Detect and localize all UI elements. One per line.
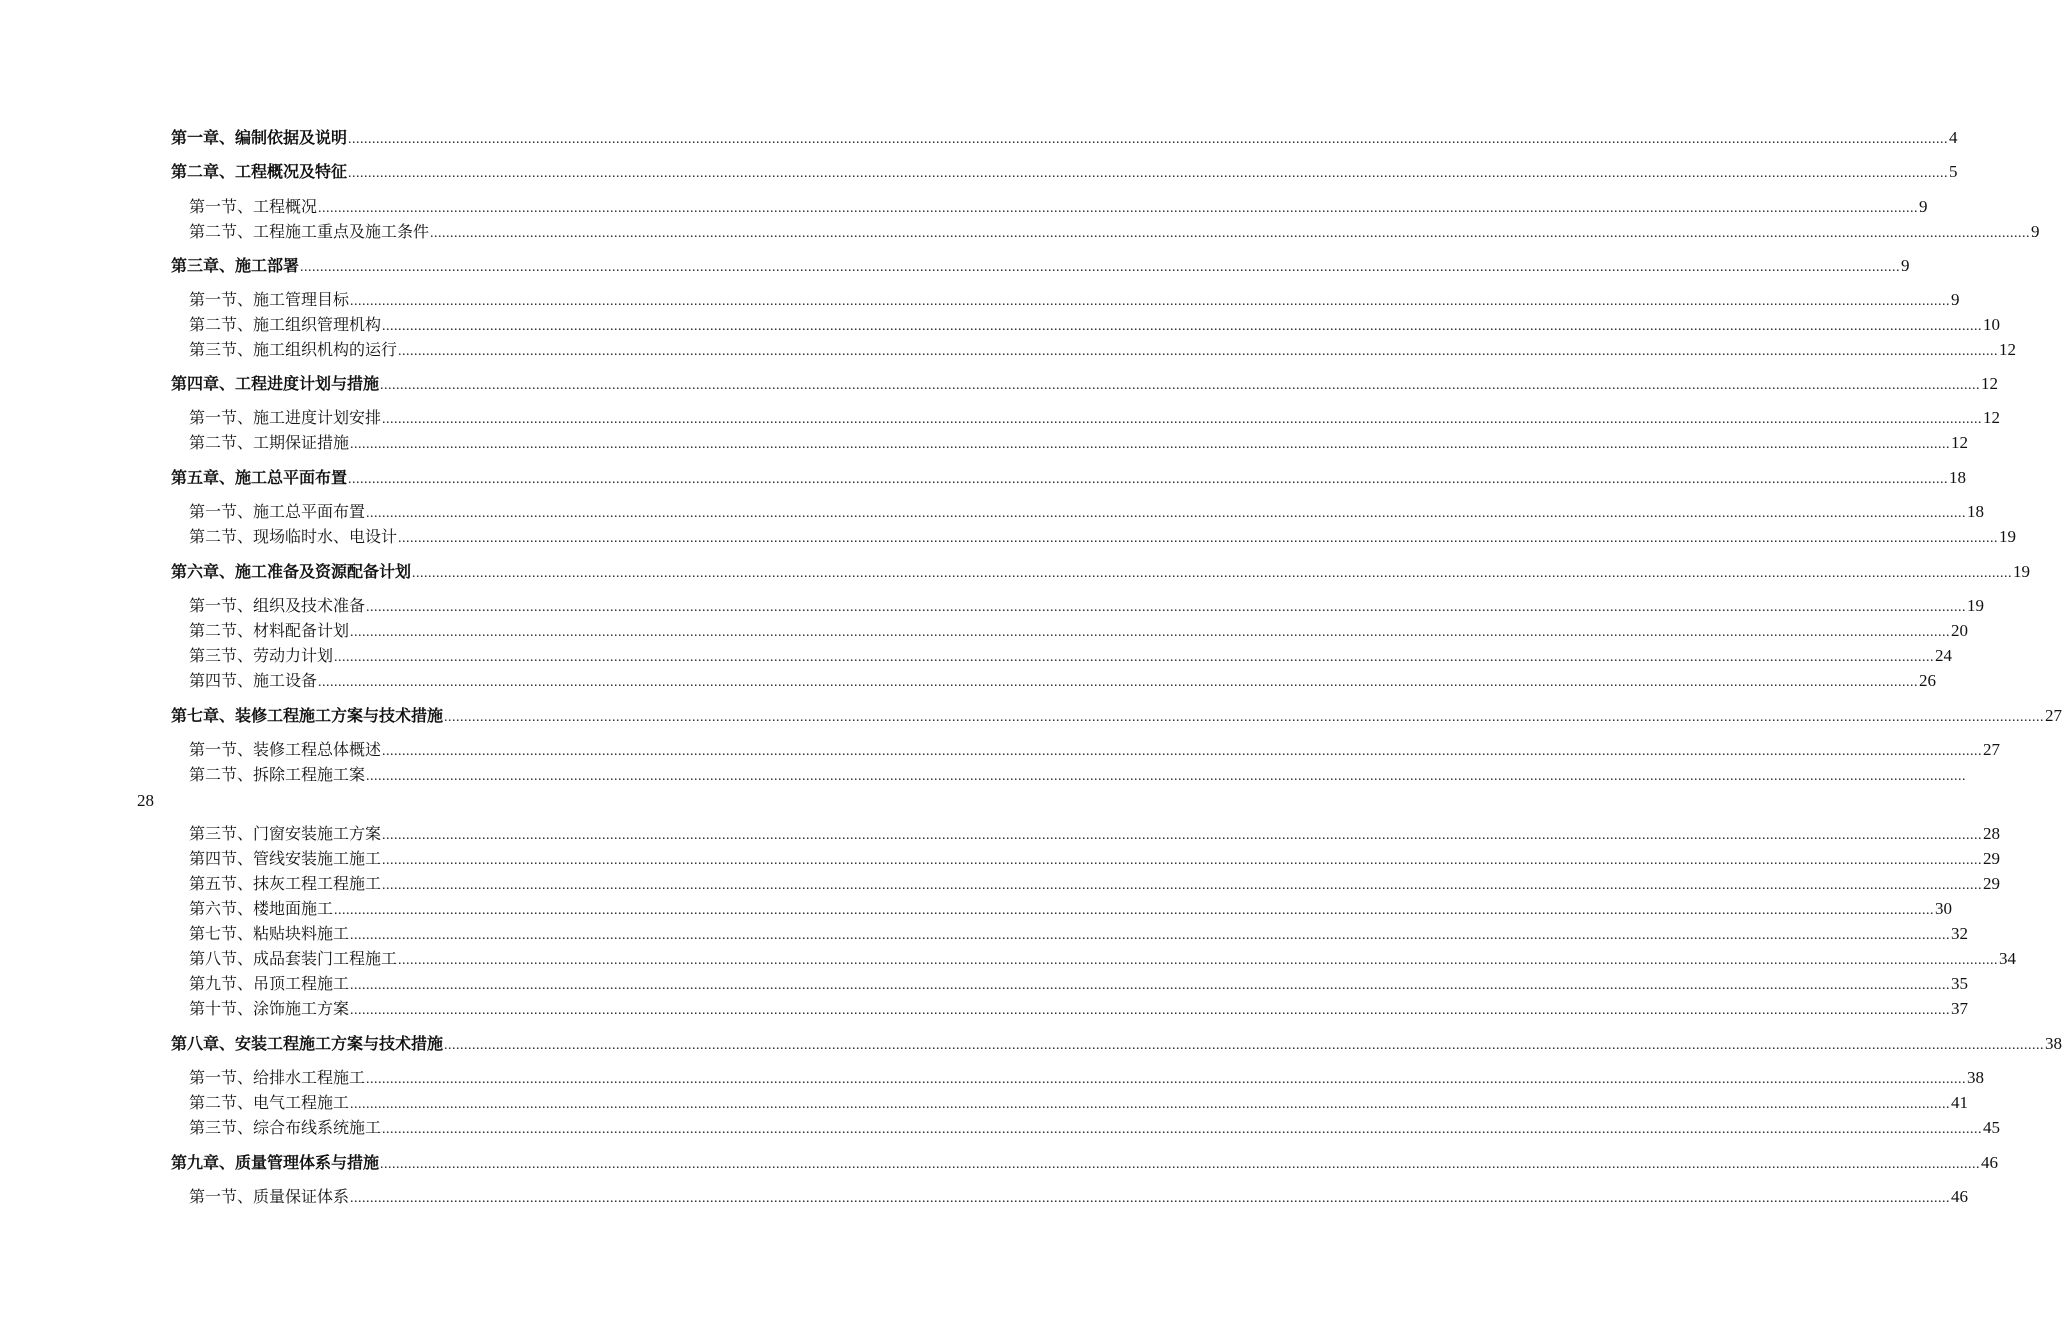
toc-dot-leader: ................................................................................................................................................................................................................................................................................................................................................................................................................ bbox=[380, 378, 1981, 393]
toc-entry-title: 第八节、成品套装门工程施工 bbox=[189, 949, 398, 968]
toc-dot-leader: ................................................................................................................................................................................................................................................................................................................................................................................................................ bbox=[366, 506, 1967, 521]
toc-page-number: 46 bbox=[1981, 1153, 1999, 1172]
toc-section-entry[interactable] bbox=[189, 220, 2040, 242]
toc-dot-leader: ................................................................................................................................................................................................................................................................................................................................................................................................................ bbox=[444, 710, 2045, 725]
toc-chapter-entry[interactable] bbox=[171, 254, 1910, 276]
toc-section-entry[interactable] bbox=[189, 406, 2001, 428]
toc-dot-leader: ................................................................................................................................................................................................................................................................................................................................................................................................................ bbox=[430, 226, 2031, 241]
toc-page-number: 9 bbox=[1919, 197, 1928, 216]
toc-entry-title: 第四章、工程进度计划与措施 bbox=[171, 374, 380, 393]
toc-page-number: 20 bbox=[1951, 621, 1969, 640]
toc-page-number: 24 bbox=[1935, 646, 1953, 665]
toc-page-number: 18 bbox=[1949, 468, 1967, 487]
toc-entry-title: 第八章、安装工程施工方案与技术措施 bbox=[171, 1034, 444, 1053]
toc-page-number: 34 bbox=[1999, 949, 2017, 968]
toc-dot-leader: ................................................................................................................................................................................................................................................................................................................................................................................................................ bbox=[382, 878, 1983, 893]
toc-entry-title: 第四节、管线安装施工施工 bbox=[189, 849, 382, 868]
toc-page-number: 45 bbox=[1983, 1118, 2001, 1137]
toc-page-number: 29 bbox=[1983, 874, 2001, 893]
toc-entry-title: 第三节、施工组织机构的运行 bbox=[189, 340, 398, 359]
toc-entry-title: 第九节、吊顶工程施工 bbox=[189, 974, 350, 993]
toc-page-number: 30 bbox=[1935, 899, 1953, 918]
toc-dot-leader: ................................................................................................................................................................................................................................................................................................................................................................................................................ bbox=[366, 600, 1967, 615]
toc-entry-title: 第一章、编制依据及说明 bbox=[171, 128, 348, 147]
toc-dot-leader: ................................................................................................................................................................................................................................................................................................................................................................................................................ bbox=[350, 294, 1951, 309]
toc-page-number: 35 bbox=[1951, 974, 1969, 993]
toc-section-entry[interactable] bbox=[189, 525, 2017, 547]
toc-entry-title: 第三节、劳动力计划 bbox=[189, 646, 334, 665]
toc-dot-leader: ................................................................................................................................................................................................................................................................................................................................................................................................................ bbox=[366, 769, 1967, 784]
toc-entry-title: 第三节、综合布线系统施工 bbox=[189, 1118, 382, 1137]
toc-entry-title: 第一节、施工管理目标 bbox=[189, 290, 350, 309]
toc-dot-leader: ................................................................................................................................................................................................................................................................................................................................................................................................................ bbox=[300, 260, 1901, 275]
toc-page-number: 19 bbox=[1967, 596, 1985, 615]
toc-entry-title: 第二节、拆除工程施工案 bbox=[189, 765, 366, 784]
toc-entry-title: 第一节、施工总平面布置 bbox=[189, 502, 366, 521]
toc-entry-title: 第一节、装修工程总体概述 bbox=[189, 740, 382, 759]
toc-entry-title: 第二节、施工组织管理机构 bbox=[189, 315, 382, 334]
toc-section-entry[interactable] bbox=[189, 1116, 2001, 1138]
toc-entry-title: 第一节、组织及技术准备 bbox=[189, 596, 366, 615]
toc-chapter-entry[interactable] bbox=[171, 704, 2062, 726]
toc-page-number-wrapped: 28 bbox=[137, 791, 154, 810]
toc-dot-leader: ................................................................................................................................................................................................................................................................................................................................................................................................................ bbox=[350, 928, 1951, 943]
toc-dot-leader: ................................................................................................................................................................................................................................................................................................................................................................................................................ bbox=[334, 650, 1935, 665]
toc-page-number: 12 bbox=[1951, 433, 1969, 452]
toc-page-number: 26 bbox=[1919, 671, 1937, 690]
toc-section-entry[interactable] bbox=[189, 313, 2001, 335]
toc-chapter-entry[interactable] bbox=[171, 466, 1967, 488]
toc-section-entry[interactable] bbox=[189, 195, 1928, 217]
toc-dot-leader: ................................................................................................................................................................................................................................................................................................................................................................................................................ bbox=[366, 1072, 1967, 1087]
toc-page-number: 9 bbox=[1951, 290, 1960, 309]
toc-section-entry[interactable] bbox=[189, 738, 2001, 760]
toc-entry-title: 第三章、施工部署 bbox=[171, 256, 300, 275]
toc-dot-leader: ................................................................................................................................................................................................................................................................................................................................................................................................................ bbox=[382, 853, 1983, 868]
toc-page-number: 19 bbox=[2013, 562, 2031, 581]
toc-entry-title: 第二节、材料配备计划 bbox=[189, 621, 350, 640]
toc-section-entry[interactable] bbox=[189, 338, 2017, 360]
toc-page-number: 27 bbox=[2045, 706, 2062, 725]
toc-dot-leader: ................................................................................................................................................................................................................................................................................................................................................................................................................ bbox=[382, 744, 1983, 759]
toc-section-entry[interactable] bbox=[189, 922, 1969, 944]
toc-chapter-entry[interactable] bbox=[171, 1032, 2062, 1054]
toc-entry-title: 第一节、施工进度计划安排 bbox=[189, 408, 382, 427]
toc-dot-leader: ................................................................................................................................................................................................................................................................................................................................................................................................................ bbox=[350, 625, 1951, 640]
toc-dot-leader: ................................................................................................................................................................................................................................................................................................................................................................................................................ bbox=[350, 437, 1951, 452]
toc-dot-leader: ................................................................................................................................................................................................................................................................................................................................................................................................................ bbox=[350, 1003, 1951, 1018]
toc-entry-title: 第二节、工程施工重点及施工条件 bbox=[189, 222, 430, 241]
toc-page-number: 27 bbox=[1983, 740, 2001, 759]
toc-page-number: 28 bbox=[1983, 824, 2001, 843]
toc-section-entry[interactable] bbox=[189, 997, 1969, 1019]
toc-page-number: 29 bbox=[1983, 849, 2001, 868]
toc-page-number: 32 bbox=[1951, 924, 1969, 943]
toc-entry-title: 第六章、施工准备及资源配备计划 bbox=[171, 562, 412, 581]
toc-entry-title: 第二章、工程概况及特征 bbox=[171, 162, 348, 181]
toc-page-number: 12 bbox=[1999, 340, 2017, 359]
toc-section-entry[interactable] bbox=[189, 763, 1967, 785]
toc-dot-leader: ................................................................................................................................................................................................................................................................................................................................................................................................................ bbox=[348, 132, 1949, 147]
toc-entry-title: 第二节、电气工程施工 bbox=[189, 1093, 350, 1112]
toc-dot-leader: ................................................................................................................................................................................................................................................................................................................................................................................................................ bbox=[382, 828, 1983, 843]
toc-section-entry[interactable] bbox=[189, 847, 2001, 869]
toc-section-entry[interactable] bbox=[189, 1091, 1969, 1113]
toc-page-number: 19 bbox=[1999, 527, 2017, 546]
toc-chapter-entry[interactable] bbox=[171, 1151, 1999, 1173]
toc-page-number: 9 bbox=[2031, 222, 2040, 241]
toc-dot-leader: ................................................................................................................................................................................................................................................................................................................................................................................................................ bbox=[382, 1122, 1983, 1137]
toc-section-entry[interactable] bbox=[189, 288, 1960, 310]
toc-chapter-entry[interactable] bbox=[171, 560, 2031, 582]
toc-section-entry[interactable] bbox=[189, 431, 1969, 453]
toc-section-entry[interactable] bbox=[189, 972, 1969, 994]
toc-dot-leader: ................................................................................................................................................................................................................................................................................................................................................................................................................ bbox=[350, 1097, 1951, 1112]
toc-section-entry[interactable] bbox=[189, 822, 2001, 844]
toc-section-entry[interactable] bbox=[189, 872, 2001, 894]
toc-section-entry[interactable] bbox=[189, 644, 1953, 666]
toc-page-number: 38 bbox=[1967, 1068, 1985, 1087]
toc-section-entry[interactable] bbox=[189, 669, 1937, 691]
toc-entry-title: 第七节、粘贴块料施工 bbox=[189, 924, 350, 943]
toc-page-number: 5 bbox=[1949, 162, 1958, 181]
toc-entry-title: 第五章、施工总平面布置 bbox=[171, 468, 348, 487]
toc-dot-leader: ................................................................................................................................................................................................................................................................................................................................................................................................................ bbox=[412, 566, 2013, 581]
toc-dot-leader: ................................................................................................................................................................................................................................................................................................................................................................................................................ bbox=[382, 412, 1983, 427]
toc-dot-leader: ................................................................................................................................................................................................................................................................................................................................................................................................................ bbox=[398, 953, 1999, 968]
toc-entry-title: 第二节、现场临时水、电设计 bbox=[189, 527, 398, 546]
toc-page-number: 46 bbox=[1951, 1187, 1969, 1206]
toc-dot-leader: ................................................................................................................................................................................................................................................................................................................................................................................................................ bbox=[348, 472, 1949, 487]
toc-dot-leader: ................................................................................................................................................................................................................................................................................................................................................................................................................ bbox=[350, 1191, 1951, 1206]
toc-page-number: 10 bbox=[1983, 315, 2001, 334]
toc-entry-title: 第七章、装修工程施工方案与技术措施 bbox=[171, 706, 444, 725]
toc-dot-leader: ................................................................................................................................................................................................................................................................................................................................................................................................................ bbox=[334, 903, 1935, 918]
toc-section-entry[interactable] bbox=[189, 619, 1969, 641]
toc-chapter-entry[interactable] bbox=[171, 126, 1958, 148]
toc-entry-title: 第三节、门窗安装施工方案 bbox=[189, 824, 382, 843]
toc-dot-leader: ................................................................................................................................................................................................................................................................................................................................................................................................................ bbox=[444, 1038, 2045, 1053]
toc-dot-leader: ................................................................................................................................................................................................................................................................................................................................................................................................................ bbox=[382, 319, 1983, 334]
toc-dot-leader: ................................................................................................................................................................................................................................................................................................................................................................................................................ bbox=[348, 166, 1949, 181]
toc-page-number: 12 bbox=[1981, 374, 1999, 393]
toc-page-number: 18 bbox=[1967, 502, 1985, 521]
toc-section-entry[interactable] bbox=[189, 500, 1985, 522]
toc-dot-leader: ................................................................................................................................................................................................................................................................................................................................................................................................................ bbox=[398, 531, 1999, 546]
toc-page-number: 41 bbox=[1951, 1093, 1969, 1112]
toc-dot-leader: ................................................................................................................................................................................................................................................................................................................................................................................................................ bbox=[398, 344, 1999, 359]
toc-dot-leader: ................................................................................................................................................................................................................................................................................................................................................................................................................ bbox=[350, 978, 1951, 993]
toc-entry-title: 第五节、抹灰工程工程施工 bbox=[189, 874, 382, 893]
toc-entry-title: 第四节、施工设备 bbox=[189, 671, 318, 690]
toc-chapter-entry[interactable] bbox=[171, 372, 1999, 394]
toc-page-number: 37 bbox=[1951, 999, 1969, 1018]
toc-entry-title: 第六节、楼地面施工 bbox=[189, 899, 334, 918]
toc-section-entry[interactable] bbox=[189, 947, 2017, 969]
toc-section-entry[interactable] bbox=[189, 1066, 1985, 1088]
toc-entry-title: 第十节、涂饰施工方案 bbox=[189, 999, 350, 1018]
toc-chapter-entry[interactable] bbox=[171, 160, 1958, 182]
toc-section-entry[interactable] bbox=[189, 897, 1953, 919]
toc-entry-title: 第九章、质量管理体系与措施 bbox=[171, 1153, 380, 1172]
toc-dot-leader: ................................................................................................................................................................................................................................................................................................................................................................................................................ bbox=[380, 1157, 1981, 1172]
toc-entry-title: 第一节、工程概况 bbox=[189, 197, 318, 216]
toc-page-number: 38 bbox=[2045, 1034, 2062, 1053]
toc-section-entry[interactable] bbox=[189, 1185, 1969, 1207]
toc-entry-title: 第一节、给排水工程施工 bbox=[189, 1068, 366, 1087]
toc-entry-title: 第二节、工期保证措施 bbox=[189, 433, 350, 452]
toc-entry-title: 第一节、质量保证体系 bbox=[189, 1187, 350, 1206]
toc-page-number: 9 bbox=[1901, 256, 1910, 275]
toc-section-entry[interactable] bbox=[189, 594, 1985, 616]
toc-page-number: 4 bbox=[1949, 128, 1958, 147]
toc-dot-leader: ................................................................................................................................................................................................................................................................................................................................................................................................................ bbox=[318, 675, 1919, 690]
toc-dot-leader: ................................................................................................................................................................................................................................................................................................................................................................................................................ bbox=[318, 201, 1919, 216]
toc-page-number: 12 bbox=[1983, 408, 2001, 427]
